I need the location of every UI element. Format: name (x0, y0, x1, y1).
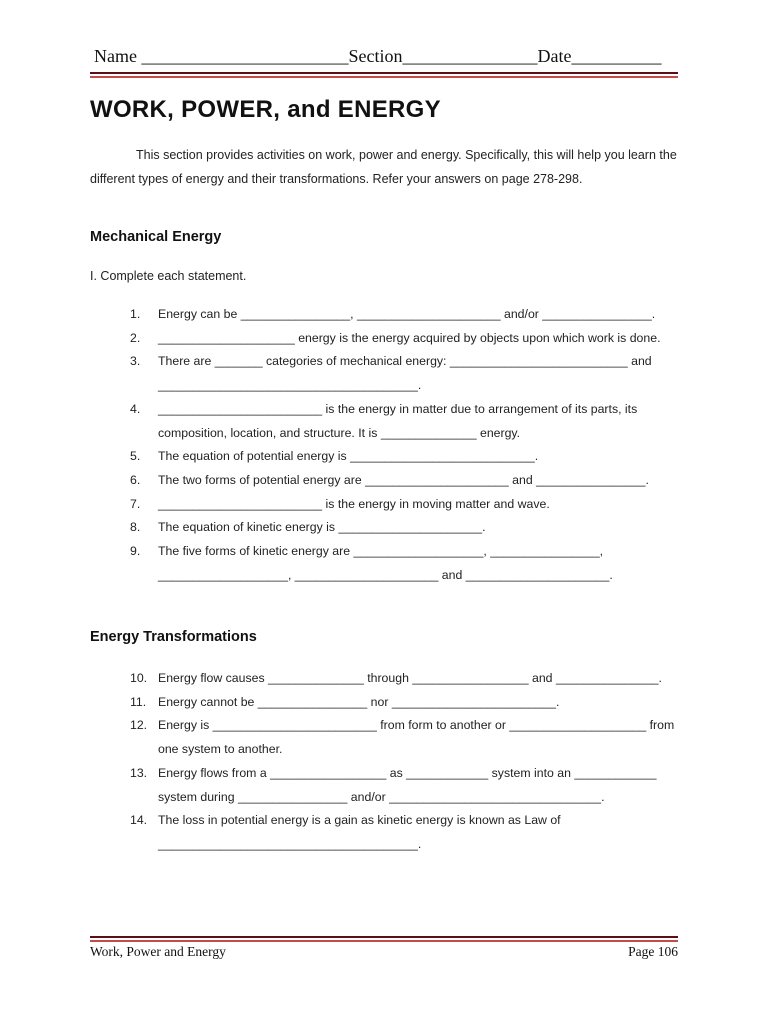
question-text: Energy flow causes ______________ through _________________ and _______________. (158, 671, 662, 685)
section-heading-energy-transformations: Energy Transformations (90, 629, 257, 645)
page-number: Page 106 (628, 944, 678, 959)
footer-title: Work, Power and Energy (90, 944, 226, 959)
question-number: 11. (130, 694, 147, 709)
question-number: 10. (130, 671, 148, 685)
name-section-date-line: Name _______________________Section_______________Date__________ (94, 46, 662, 66)
footer-rule-red (90, 940, 678, 942)
question-number: 3. (130, 354, 141, 369)
intro-paragraph (90, 144, 678, 191)
question-text: ________________________ is the energy in matter due to arrangement of its parts, its composition, location, and structure. It is ______________ energy. (158, 401, 638, 440)
question-text: Energy cannot be ________________ nor ________________________. (158, 694, 560, 709)
question-number: 12. (130, 718, 148, 733)
question-item (90, 445, 680, 469)
question-text: The equation of kinetic energy is _____________________. (158, 520, 486, 535)
question-number: 14. (130, 813, 148, 828)
question-item (90, 809, 680, 856)
question-text: The loss in potential energy is a gain as kinetic energy is known as Law of ______________________________________. (158, 813, 561, 851)
section-heading-mechanical-energy: Mechanical Energy (90, 229, 222, 245)
question-text: There are _______ categories of mechanical energy: __________________________ and ______________________________________. (158, 354, 652, 393)
question-text: The five forms of kinetic energy are ___________________, ________________, ___________________, _____________________ and _____________________. (158, 544, 613, 582)
question-number: 13. (130, 765, 148, 780)
question-number: 7. (130, 496, 141, 511)
question-number: 5. (130, 449, 141, 464)
question-item (90, 469, 680, 493)
question-item (90, 691, 680, 715)
question-item (90, 667, 680, 691)
intro-text: This section provides activities on work, power and energy. Specifically, this will help you learn the different types of energy and their transformations. Refer your answers on page 278-298. (90, 148, 677, 186)
question-number: 6. (130, 472, 141, 487)
footer-rule-dark (90, 936, 678, 938)
question-item (90, 762, 680, 809)
question-item (90, 327, 680, 351)
question-item (90, 714, 680, 761)
question-text: Energy flows from a _________________ as ____________ system into an ____________ system during ________________ and/or _______________________________. (158, 765, 657, 804)
question-list-mechanical-energy (90, 303, 680, 587)
question-list-energy-transformations (90, 667, 680, 857)
question-text: Energy is ________________________ from form to another or ____________________ from one system to another. (158, 718, 675, 757)
question-item (90, 516, 680, 540)
question-item (90, 540, 680, 587)
question-number: 9. (130, 544, 141, 559)
question-item (90, 398, 680, 445)
page-title: WORK, POWER, and ENERGY (90, 96, 441, 123)
question-text: The equation of potential energy is ___________________________. (158, 449, 539, 464)
question-text: Energy can be ________________, _____________________ and/or ________________. (158, 307, 656, 321)
question-number: 8. (130, 520, 141, 535)
question-number: 4. (130, 401, 141, 416)
question-item (90, 303, 680, 327)
header-rule-red (90, 76, 678, 78)
question-item (90, 493, 680, 517)
question-number: 1. (130, 307, 141, 321)
question-text: ________________________ is the energy in moving matter and wave. (158, 496, 550, 511)
question-text: The two forms of potential energy are _____________________ and ________________. (158, 472, 649, 487)
question-item (90, 350, 680, 397)
instruction-text: I. Complete each statement. (90, 269, 247, 283)
header-rule-dark (90, 72, 678, 74)
question-text: ____________________ energy is the energy acquired by objects upon which work is done. (158, 330, 661, 345)
question-number: 2. (130, 330, 141, 345)
